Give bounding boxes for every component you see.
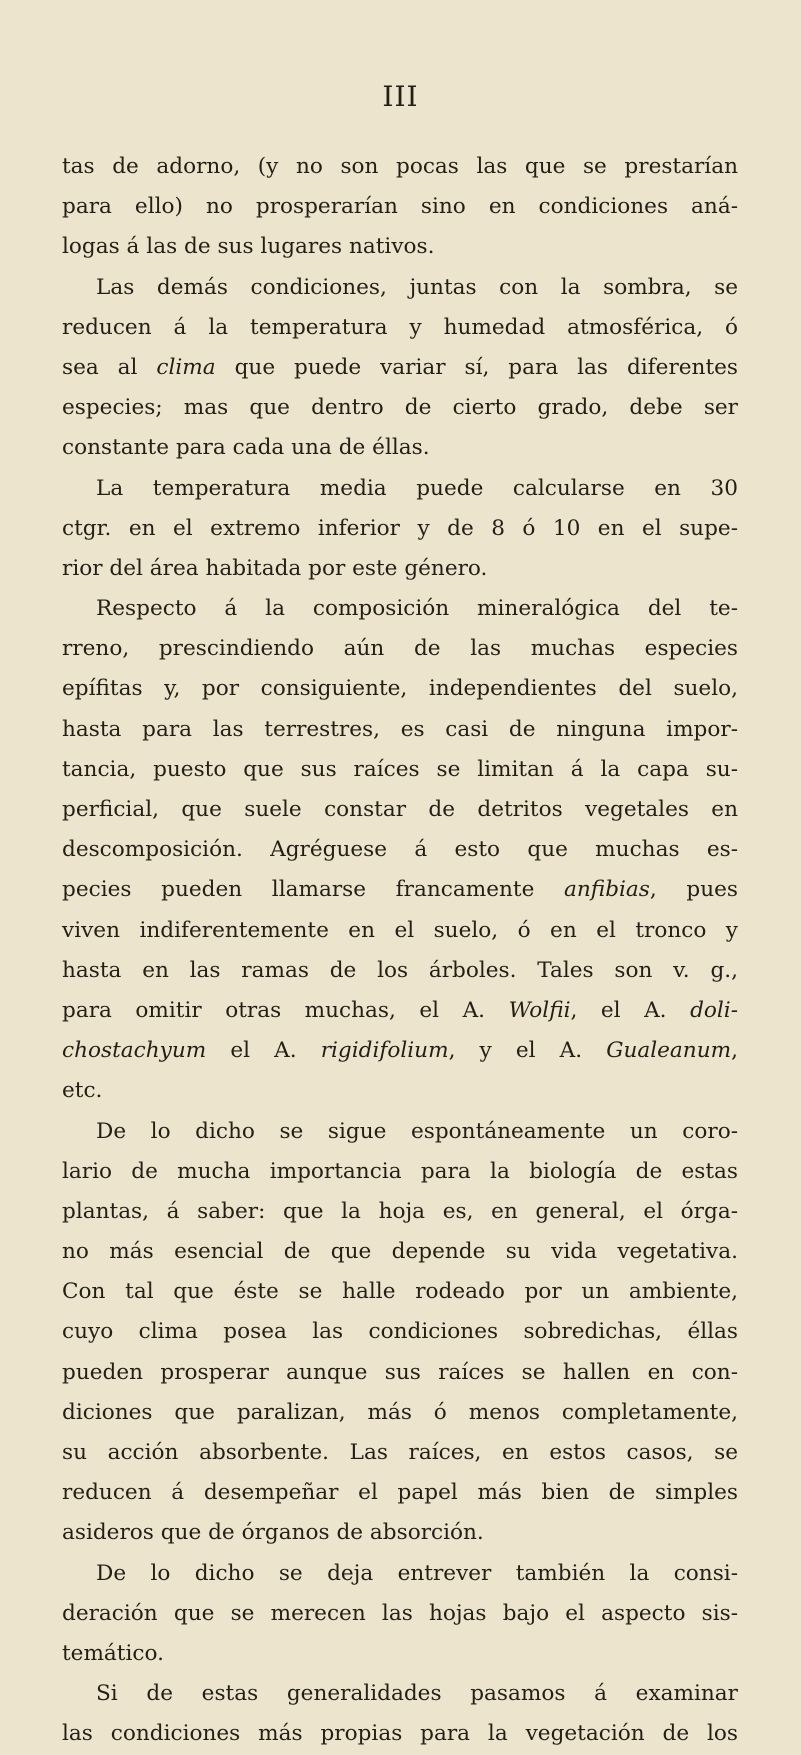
text-run: constante para cada una de éllas. (62, 435, 430, 461)
text-line (62, 790, 738, 830)
text-run: etc. (62, 1078, 103, 1104)
text-line (62, 469, 738, 509)
text-run: Con tal que éste se halle rodeado por un ambiente, (62, 1279, 738, 1305)
text-line (62, 1594, 738, 1634)
text-line (62, 1714, 738, 1754)
text-run: temático. (62, 1640, 164, 1666)
text-line (62, 509, 738, 549)
text-run: , y el A. (448, 1038, 607, 1064)
text-run: Las demás condiciones, juntas con la sombra, se (96, 274, 738, 300)
text-line (62, 911, 738, 951)
text-run: reducen á la temperatura y humedad atmosférica, ó (62, 314, 738, 340)
text-line (62, 991, 738, 1031)
italic-term: doli- (690, 997, 738, 1023)
text-line (62, 589, 738, 629)
text-run: , pues (649, 877, 739, 903)
text-line (62, 268, 738, 308)
text-line (62, 1112, 738, 1152)
text-run: hasta en las ramas de los árboles. Tales son v. g., (62, 957, 738, 983)
text-run: las condiciones más propias para la vegetación de los (62, 1721, 738, 1747)
text-run: tas de adorno, (y no son pocas las que se prestarían (62, 154, 738, 179)
text-line (62, 830, 738, 870)
text-run: Respecto á la composición mineralógica del te- (96, 596, 738, 622)
text-run: epífitas y, por consiguiente, independientes del suelo, (62, 676, 738, 702)
text-run: plantas, á saber: que la hoja es, en general, el órga- (62, 1198, 738, 1224)
text-run: viven indiferentemente en el suelo, ó en el tronco y (62, 917, 738, 943)
text-run: ctgr. en el extremo inferior y de 8 ó 10 en el supe- (62, 515, 738, 541)
text-line (62, 1473, 738, 1513)
text-line (62, 1232, 738, 1272)
text-run: su acción absorbente. Las raíces, en estos casos, se (62, 1440, 738, 1465)
text-line (62, 629, 738, 669)
text-run: sea al (62, 354, 157, 380)
text-line (62, 750, 738, 790)
text-run: reducen á desempeñar el papel más bien de simples (62, 1480, 738, 1506)
text-line (62, 1031, 738, 1071)
text-line (62, 870, 738, 910)
text-run: rior del área habitada por este género. (62, 555, 488, 581)
text-line (62, 388, 738, 428)
text-line (62, 1192, 738, 1232)
text-line (62, 1152, 738, 1192)
text-run: deración que se merecen las hojas bajo el aspecto sis- (62, 1600, 738, 1626)
text-line (62, 1554, 738, 1594)
text-line (62, 1674, 738, 1714)
text-line (62, 308, 738, 348)
text-line (62, 227, 738, 267)
text-line (62, 549, 738, 589)
text-line (62, 187, 738, 227)
text-run: pueden prosperar aunque sus raíces se hallen en con- (62, 1359, 738, 1385)
text-line (62, 1272, 738, 1312)
page-number: III (382, 80, 419, 113)
text-run: pecies pueden llamarse francamente (62, 877, 565, 903)
text-line (62, 147, 738, 187)
text-run: cuyo clima posea las condiciones sobredichas, éllas (62, 1319, 738, 1345)
text-run: el A. (206, 1038, 321, 1064)
text-run: lario de mucha importancia para la biología de estas (62, 1158, 738, 1184)
italic-term: clima (156, 354, 216, 380)
text-run: Si de estas generalidades pasamos á examinar (96, 1681, 738, 1707)
italic-term: Wolfii (508, 997, 571, 1023)
text-line (62, 428, 738, 468)
body-text (62, 147, 738, 1755)
text-run: para ello) no prosperarían sino en condiciones aná- (62, 194, 738, 220)
text-run: tancia, puesto que sus raíces se limitan á la capa su- (62, 756, 738, 782)
text-run: De lo dicho se sigue espontáneamente un coro- (96, 1118, 738, 1144)
italic-term: Gualeanum (606, 1038, 732, 1064)
text-run: perficial, que suele constar de detritos vegetales en (62, 797, 738, 822)
text-run: hasta para las terrestres, es casi de ninguna impor- (62, 716, 738, 742)
text-line (62, 1353, 738, 1393)
text-run: logas á las de sus lugares nativos. (62, 234, 435, 260)
text-line (62, 348, 738, 388)
text-run: , el A. (570, 997, 691, 1023)
text-run: La temperatura media puede calcularse en 30 (96, 475, 738, 501)
text-line (62, 1393, 738, 1433)
text-run: diciones que paralizan, más ó menos completamente, (62, 1399, 738, 1425)
text-line (62, 669, 738, 709)
text-run: , (731, 1038, 738, 1064)
text-line (62, 1071, 738, 1111)
text-line (62, 1634, 738, 1674)
text-line (62, 710, 738, 750)
text-line (62, 1433, 738, 1473)
italic-term: rigidifolium (320, 1038, 449, 1064)
text-line (62, 951, 738, 991)
text-run: descomposición. Agréguese á esto que muchas es- (62, 837, 738, 863)
text-run: no más esencial de que depende su vida vegetativa. (62, 1239, 738, 1265)
text-run: especies; mas que dentro de cierto grado, debe ser (62, 395, 738, 421)
text-line (62, 1312, 738, 1352)
text-run: rreno, prescindiendo aún de las muchas especies (62, 636, 738, 662)
text-run: asideros que de órganos de absorción. (62, 1520, 484, 1546)
italic-term: anfibias (564, 877, 650, 903)
text-run: De lo dicho se deja entrever también la consi- (96, 1560, 738, 1586)
text-run: que puede variar sí, para las diferentes (215, 354, 738, 380)
italic-term: chostachyum (62, 1038, 207, 1064)
text-line (62, 1513, 738, 1553)
text-run: para omitir otras muchas, el A. (62, 997, 509, 1023)
